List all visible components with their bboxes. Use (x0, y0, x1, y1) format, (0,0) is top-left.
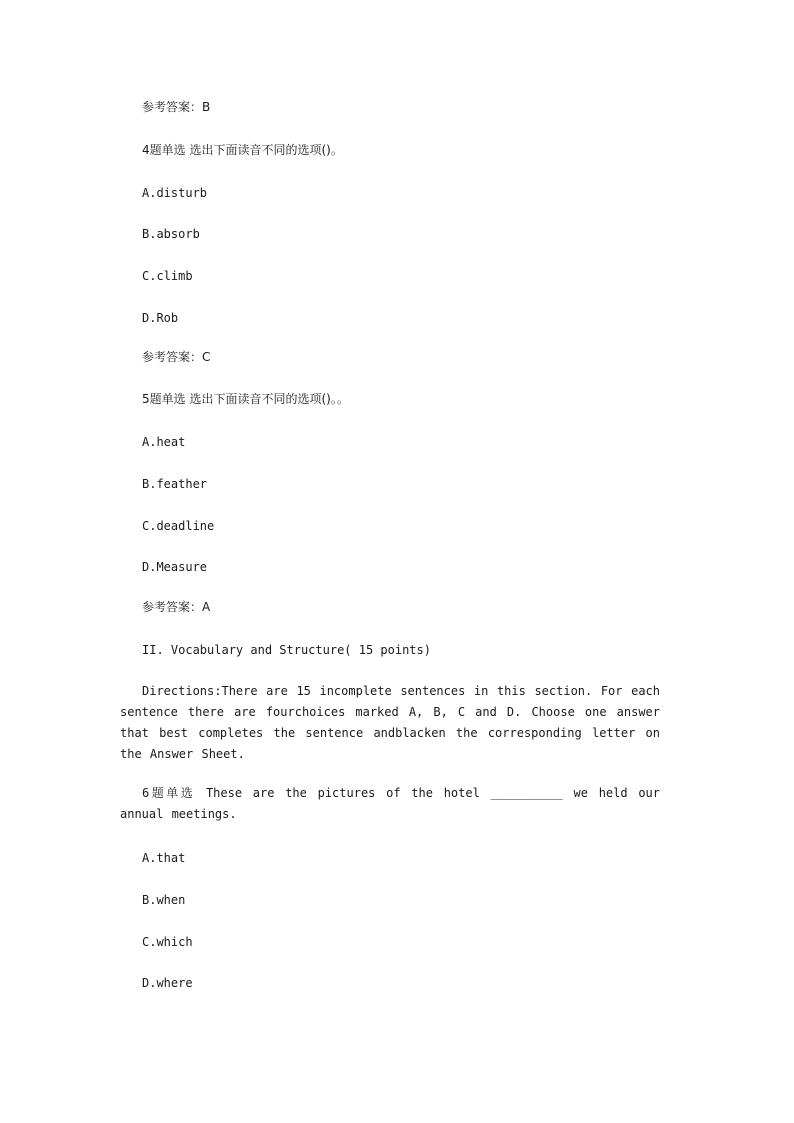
q6-option-a: A.that (142, 851, 186, 865)
q4-option-b: B.absorb (142, 227, 200, 241)
q4-option-a: A.disturb (142, 186, 208, 200)
q5-option-c: C.deadline (142, 519, 215, 533)
question-5: 5题单选 选出下面读音不同的选项()。。 (142, 392, 349, 406)
q5-option-b: B.feather (142, 477, 208, 491)
q5-option-d: D.Measure (142, 560, 208, 574)
section-directions: Directions:There are 15 incomplete sentences in this section. For each sentence there are fourchoices marked A, B, C and D. Choose one answer that best completes the sentence andblacken the corresponding letter on the Answer Sheet. (120, 684, 660, 761)
q5-option-a: A.heat (142, 435, 186, 449)
answer-key-q4: 参考答案：C (142, 350, 211, 364)
question-4: 4题单选 选出下面读音不同的选项()。 (142, 143, 343, 157)
q6-option-c: C.which (142, 935, 193, 949)
answer-key-q3: 参考答案：B (142, 100, 211, 114)
q4-option-d: D.Rob (142, 311, 179, 325)
q6-option-d: D.where (142, 976, 193, 990)
q6-option-b: B.when (142, 893, 186, 907)
question-6: 6题单选 These are the pictures of the hotel __________ we held our annual meetings. (120, 786, 660, 821)
answer-key-q5: 参考答案：A (142, 600, 211, 614)
q4-option-c: C.climb (142, 269, 193, 283)
section-heading: II. Vocabulary and Structure( 15 points) (142, 643, 431, 657)
